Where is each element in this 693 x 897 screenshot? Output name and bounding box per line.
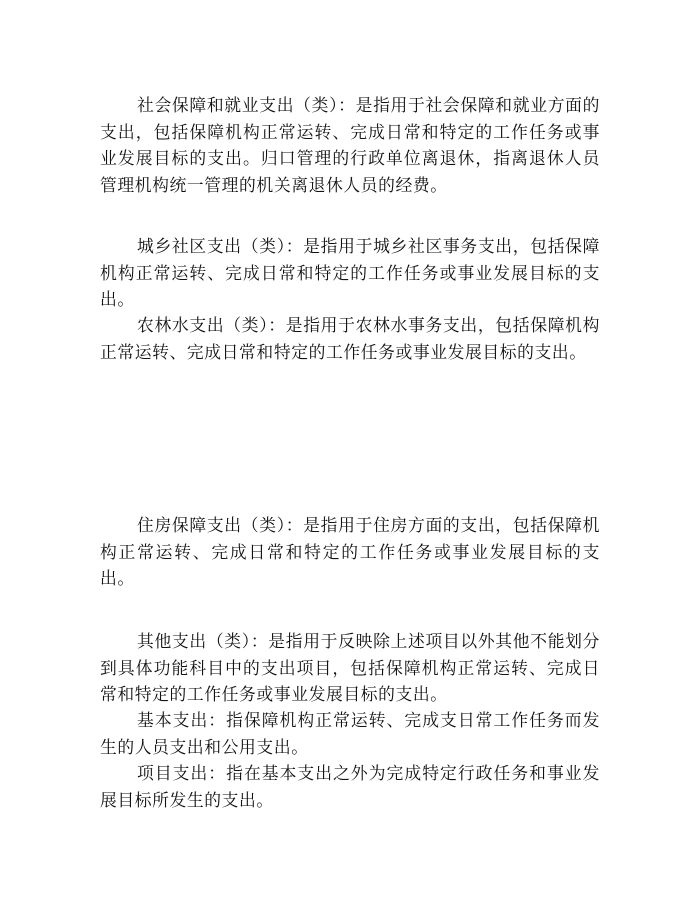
paragraph-project-expenditure: 项目支出：指在基本支出之外为完成特定行政任务和事业发展目标所发生的支出。: [100, 763, 600, 810]
paragraph-basic-expenditure: 基本支出：指保障机构正常运转、完成支日常工作任务而发生的人员支出和公用支出。: [100, 710, 600, 757]
paragraph-urban-rural-community-expenditure: 城乡社区支出（类）：是指用于城乡社区事务支出，包括保障机构正常运转、完成日常和特定的工作任务或事业发展目标的支出。: [100, 236, 600, 309]
paragraph-social-security-expenditure: 社会保障和就业支出（类）：是指用于社会保障和就业方面的支出，包括保障机构正常运转、完成日常和特定的工作任务或事业发展目标的支出。归口管理的行政单位离退休，指离退休人员管理机构统一管理的机关离退休人员的经费。: [100, 95, 600, 195]
paragraph-agriculture-forestry-water-expenditure: 农林水支出（类）：是指用于农林水事务支出，包括保障机构正常运转、完成日常和特定的工作任务或事业发展目标的支出。: [100, 315, 600, 362]
paragraph-housing-security-expenditure: 住房保障支出（类）：是指用于住房方面的支出，包括保障机构正常运转、完成日常和特定的工作任务或事业发展目标的支出。: [100, 515, 600, 588]
paragraph-other-expenditure: 其他支出（类）：是指用于反映除上述项目以外其他不能划分到具体功能科目中的支出项目，包括保障机构正常运转、完成日常和特定的工作任务或事业发展目标的支出。: [100, 631, 600, 704]
